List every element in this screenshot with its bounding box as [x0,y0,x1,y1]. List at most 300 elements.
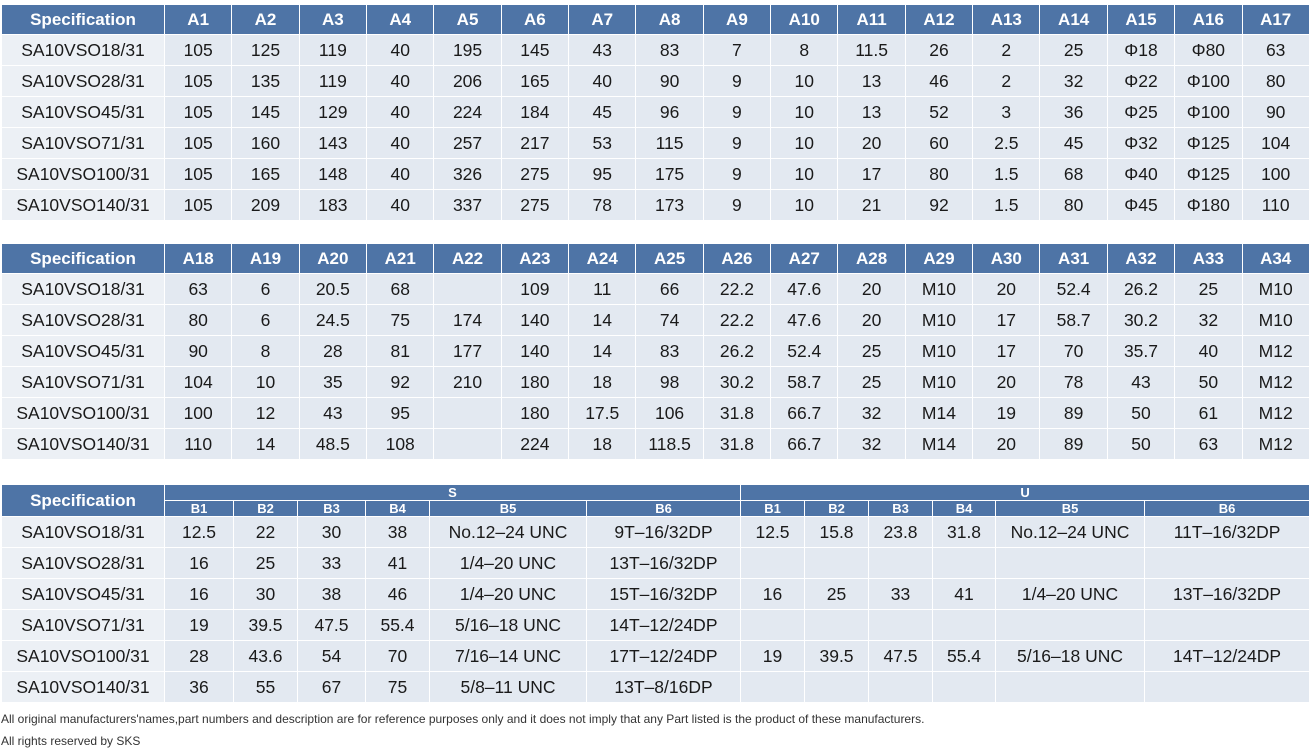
value-cell: 68 [367,274,434,305]
value-cell: 30 [298,517,366,548]
value-cell [996,610,1145,641]
value-cell: 119 [299,66,366,97]
group-header-u: U [741,485,1310,501]
value-cell: 75 [366,672,430,703]
value-cell: 46 [366,579,430,610]
spec-column-header: Specification [2,5,165,35]
value-cell: 104 [165,367,232,398]
value-cell: 55.4 [366,610,430,641]
table-row [2,159,1310,190]
value-cell: M10 [905,336,972,367]
value-cell [805,672,869,703]
value-cell: 50 [1175,367,1242,398]
spec-cell: SA10VSO18/31 [2,274,165,305]
value-cell [869,610,933,641]
value-cell: 75 [367,305,434,336]
value-cell: M10 [905,367,972,398]
value-cell: 22.2 [703,274,770,305]
value-cell: 43 [1107,367,1174,398]
value-cell: 5/16–18 UNC [996,641,1145,672]
table-row [2,35,1310,66]
value-cell: 95 [367,398,434,429]
value-cell: 25 [838,367,905,398]
value-cell: 110 [165,429,232,460]
sub-column-header: B5 [996,501,1145,517]
value-cell [434,398,501,429]
column-header: A2 [232,5,299,35]
spec-cell: SA10VSO71/31 [2,367,165,398]
value-cell: 119 [299,35,366,66]
value-cell: 78 [1040,367,1107,398]
group-header-s: S [165,485,741,501]
value-cell: 145 [501,35,568,66]
value-cell: 32 [1175,305,1242,336]
value-cell: 33 [298,548,366,579]
value-cell: 11.5 [838,35,905,66]
value-cell: 68 [1040,159,1107,190]
value-cell: 1/4–20 UNC [996,579,1145,610]
value-cell: 105 [165,190,232,221]
value-cell: 14 [569,305,636,336]
value-cell: 180 [501,367,568,398]
column-header: A32 [1107,244,1174,274]
value-cell: 6 [232,305,299,336]
value-cell: 40 [367,128,434,159]
column-header: A34 [1242,244,1309,274]
table-row [2,672,1310,703]
table-row [2,336,1310,367]
value-cell: 337 [434,190,501,221]
value-cell: 224 [501,429,568,460]
spec-column-header: Specification [2,244,165,274]
value-cell: 105 [165,97,232,128]
value-cell: 19 [165,610,234,641]
value-cell: 40 [367,66,434,97]
value-cell: 148 [299,159,366,190]
value-cell: 78 [569,190,636,221]
value-cell: 46 [905,66,972,97]
value-cell: 9 [703,97,770,128]
value-cell [933,548,996,579]
value-cell: 90 [636,66,703,97]
column-header: A6 [501,5,568,35]
value-cell: 32 [1040,66,1107,97]
spec-cell: SA10VSO140/31 [2,672,165,703]
value-cell: 13T–8/16DP [587,672,741,703]
value-cell: 41 [933,579,996,610]
value-cell: 40 [569,66,636,97]
value-cell: 145 [232,97,299,128]
value-cell: 165 [232,159,299,190]
value-cell: 1/4–20 UNC [430,579,587,610]
value-cell: 38 [366,517,430,548]
value-cell: 23.8 [869,517,933,548]
value-cell: 217 [501,128,568,159]
value-cell: 1/4–20 UNC [430,548,587,579]
value-cell: Φ32 [1107,128,1174,159]
value-cell: 30.2 [1107,305,1174,336]
value-cell: 17 [838,159,905,190]
value-cell: 43 [569,35,636,66]
value-cell: 32 [838,429,905,460]
value-cell: 83 [636,336,703,367]
value-cell: 110 [1242,190,1309,221]
value-cell: Φ18 [1107,35,1174,66]
value-cell: 25 [234,548,298,579]
value-cell: 70 [1040,336,1107,367]
value-cell: 80 [905,159,972,190]
value-cell: M12 [1242,429,1309,460]
value-cell: 20 [838,274,905,305]
value-cell: 183 [299,190,366,221]
value-cell [1145,610,1310,641]
column-header: A26 [703,244,770,274]
value-cell: 16 [165,579,234,610]
value-cell: No.12–24 UNC [430,517,587,548]
value-cell: 40 [367,35,434,66]
value-cell [996,548,1145,579]
value-cell: 257 [434,128,501,159]
value-cell: 90 [165,336,232,367]
value-cell: 20.5 [299,274,366,305]
column-header: A17 [1242,5,1309,35]
column-header: A30 [973,244,1040,274]
value-cell: 20 [973,274,1040,305]
value-cell: 10 [771,190,838,221]
value-cell: 89 [1040,429,1107,460]
value-cell: 48.5 [299,429,366,460]
value-cell: 5/16–18 UNC [430,610,587,641]
value-cell: 35 [299,367,366,398]
value-cell: 12.5 [741,517,805,548]
value-cell: 26.2 [1107,274,1174,305]
value-cell: 12.5 [165,517,234,548]
value-cell: 15.8 [805,517,869,548]
value-cell: 31.8 [933,517,996,548]
table-row [2,548,1310,579]
value-cell: 20 [838,305,905,336]
table-header-row [2,5,1310,35]
table-row [2,610,1310,641]
value-cell: 9T–16/32DP [587,517,741,548]
value-cell: 22.2 [703,305,770,336]
value-cell: 31.8 [703,429,770,460]
value-cell: 109 [501,274,568,305]
value-cell: 10 [771,159,838,190]
value-cell: 83 [636,35,703,66]
sub-column-header: B4 [933,501,996,517]
column-header: A7 [569,5,636,35]
value-cell: 13T–16/32DP [1145,579,1310,610]
value-cell: 92 [367,367,434,398]
value-cell: 118.5 [636,429,703,460]
column-header: A24 [569,244,636,274]
value-cell: 135 [232,66,299,97]
spec-cell: SA10VSO45/31 [2,97,165,128]
sub-column-header: B5 [430,501,587,517]
value-cell: 20 [838,128,905,159]
value-cell: 10 [771,66,838,97]
value-cell: 47.6 [771,274,838,305]
value-cell: 184 [501,97,568,128]
value-cell [1145,548,1310,579]
sub-column-header: B1 [741,501,805,517]
value-cell: 55 [234,672,298,703]
value-cell: 100 [1242,159,1309,190]
value-cell: 43 [299,398,366,429]
column-header: A3 [299,5,366,35]
sub-column-header: B6 [1145,501,1310,517]
table-header-row [2,244,1310,274]
value-cell [1145,672,1310,703]
value-cell: 15T–16/32DP [587,579,741,610]
value-cell: Φ22 [1107,66,1174,97]
value-cell: 81 [367,336,434,367]
value-cell: 105 [165,159,232,190]
value-cell: 17T–12/24DP [587,641,741,672]
value-cell: 38 [298,579,366,610]
value-cell: 2 [973,35,1040,66]
value-cell: 13 [838,97,905,128]
value-cell: 66 [636,274,703,305]
value-cell: 25 [805,579,869,610]
value-cell: 104 [1242,128,1309,159]
value-cell: 10 [771,97,838,128]
value-cell: 33 [869,579,933,610]
column-header: A33 [1175,244,1242,274]
value-cell: 36 [1040,97,1107,128]
value-cell: Φ45 [1107,190,1174,221]
column-header: A27 [771,244,838,274]
spec-cell: SA10VSO28/31 [2,66,165,97]
value-cell [805,548,869,579]
column-header: A14 [1040,5,1107,35]
value-cell: 24.5 [299,305,366,336]
value-cell: 36 [165,672,234,703]
value-cell: 13 [838,66,905,97]
value-cell: 26.2 [703,336,770,367]
value-cell: 10 [771,128,838,159]
value-cell: 18 [569,429,636,460]
value-cell: 40 [1175,336,1242,367]
value-cell: M12 [1242,336,1309,367]
value-cell: 40 [367,159,434,190]
value-cell: 66.7 [771,429,838,460]
value-cell: 26 [905,35,972,66]
column-header: A12 [905,5,972,35]
value-cell: 20 [973,429,1040,460]
value-cell: 5/8–11 UNC [430,672,587,703]
table-row [2,641,1310,672]
spec-cell: SA10VSO45/31 [2,336,165,367]
value-cell: M12 [1242,367,1309,398]
disclaimer-note: All original manufacturers'names,part numbers and description are for reference purposes only and it does not imply that any Part listed is the product of these manufacturers. [1,712,925,726]
value-cell: 275 [501,159,568,190]
value-cell: 61 [1175,398,1242,429]
value-cell: 54 [298,641,366,672]
value-cell: 95 [569,159,636,190]
value-cell [741,548,805,579]
column-header: A10 [771,5,838,35]
table-row [2,128,1310,159]
value-cell: 18 [569,367,636,398]
column-header: A1 [165,5,232,35]
sub-column-header: B2 [234,501,298,517]
value-cell: 7 [703,35,770,66]
value-cell: 12 [232,398,299,429]
table-row [2,517,1310,548]
value-cell: 6 [232,274,299,305]
spec-cell: SA10VSO28/31 [2,548,165,579]
value-cell: Φ100 [1175,97,1242,128]
value-cell: 89 [1040,398,1107,429]
value-cell [869,548,933,579]
value-cell: 47.5 [869,641,933,672]
value-cell: 92 [905,190,972,221]
spec-cell: SA10VSO140/31 [2,429,165,460]
value-cell: 96 [636,97,703,128]
value-cell: 25 [838,336,905,367]
value-cell: 224 [434,97,501,128]
value-cell: 11T–16/32DP [1145,517,1310,548]
column-header: A15 [1107,5,1174,35]
spec-cell: SA10VSO140/31 [2,190,165,221]
column-header: A21 [367,244,434,274]
group-header-row [2,485,1310,501]
value-cell: 19 [973,398,1040,429]
value-cell: 45 [1040,128,1107,159]
value-cell: 9 [703,66,770,97]
value-cell: 174 [434,305,501,336]
value-cell: 8 [771,35,838,66]
table-row [2,429,1310,460]
value-cell [741,610,805,641]
value-cell: 17 [973,305,1040,336]
value-cell: 180 [501,398,568,429]
value-cell: 275 [501,190,568,221]
value-cell: 13T–16/32DP [587,548,741,579]
sub-header-row [2,501,1310,517]
value-cell: 40 [367,190,434,221]
value-cell: 9 [703,190,770,221]
sub-column-header: B3 [869,501,933,517]
value-cell: Φ80 [1175,35,1242,66]
value-cell: Φ125 [1175,159,1242,190]
column-header: A8 [636,5,703,35]
value-cell: Φ180 [1175,190,1242,221]
value-cell: 210 [434,367,501,398]
value-cell: 173 [636,190,703,221]
value-cell: 39.5 [805,641,869,672]
table-row [2,97,1310,128]
column-header: A25 [636,244,703,274]
column-header: A23 [501,244,568,274]
value-cell [805,610,869,641]
column-header: A11 [838,5,905,35]
value-cell: 165 [501,66,568,97]
value-cell: 58.7 [771,367,838,398]
value-cell: 115 [636,128,703,159]
column-header: A16 [1175,5,1242,35]
table-row [2,274,1310,305]
value-cell: M12 [1242,398,1309,429]
value-cell: 105 [165,128,232,159]
value-cell: 47.5 [298,610,366,641]
column-header: A29 [905,244,972,274]
value-cell: 206 [434,66,501,97]
value-cell: 80 [1242,66,1309,97]
spec-column-header: Specification [2,485,165,517]
value-cell: 7/16–14 UNC [430,641,587,672]
value-cell: Φ25 [1107,97,1174,128]
column-header: A19 [232,244,299,274]
value-cell: 8 [232,336,299,367]
value-cell: 32 [838,398,905,429]
value-cell: 67 [298,672,366,703]
value-cell: 326 [434,159,501,190]
value-cell: 58.7 [1040,305,1107,336]
value-cell: 10 [232,367,299,398]
value-cell: 21 [838,190,905,221]
table-row [2,305,1310,336]
column-header: A5 [434,5,501,35]
spec-cell: SA10VSO71/31 [2,610,165,641]
value-cell: 140 [501,305,568,336]
rights-note: All rights reserved by SKS [1,734,141,748]
value-cell: 70 [366,641,430,672]
value-cell: 63 [165,274,232,305]
value-cell: 20 [973,367,1040,398]
value-cell: 80 [1040,190,1107,221]
value-cell: 108 [367,429,434,460]
value-cell: 52.4 [1040,274,1107,305]
value-cell: M10 [905,274,972,305]
value-cell: 39.5 [234,610,298,641]
column-header: A31 [1040,244,1107,274]
value-cell [933,672,996,703]
value-cell: 143 [299,128,366,159]
value-cell: 80 [165,305,232,336]
spec-cell: SA10VSO100/31 [2,641,165,672]
value-cell: 195 [434,35,501,66]
value-cell: 14 [232,429,299,460]
sub-column-header: B6 [587,501,741,517]
value-cell: 25 [1040,35,1107,66]
value-cell [741,672,805,703]
spec-cell: SA10VSO18/31 [2,517,165,548]
value-cell: 9 [703,159,770,190]
spec-cell: SA10VSO45/31 [2,579,165,610]
value-cell: 90 [1242,97,1309,128]
column-header: A18 [165,244,232,274]
value-cell [933,610,996,641]
value-cell: 209 [232,190,299,221]
value-cell: 31.8 [703,398,770,429]
value-cell: 105 [165,35,232,66]
value-cell: 160 [232,128,299,159]
spec-cell: SA10VSO18/31 [2,35,165,66]
value-cell: No.12–24 UNC [996,517,1145,548]
value-cell: 98 [636,367,703,398]
value-cell: 106 [636,398,703,429]
value-cell: Φ40 [1107,159,1174,190]
column-header: A4 [367,5,434,35]
value-cell: 17 [973,336,1040,367]
table-row [2,398,1310,429]
value-cell: 16 [165,548,234,579]
value-cell: 2.5 [973,128,1040,159]
value-cell: 100 [165,398,232,429]
